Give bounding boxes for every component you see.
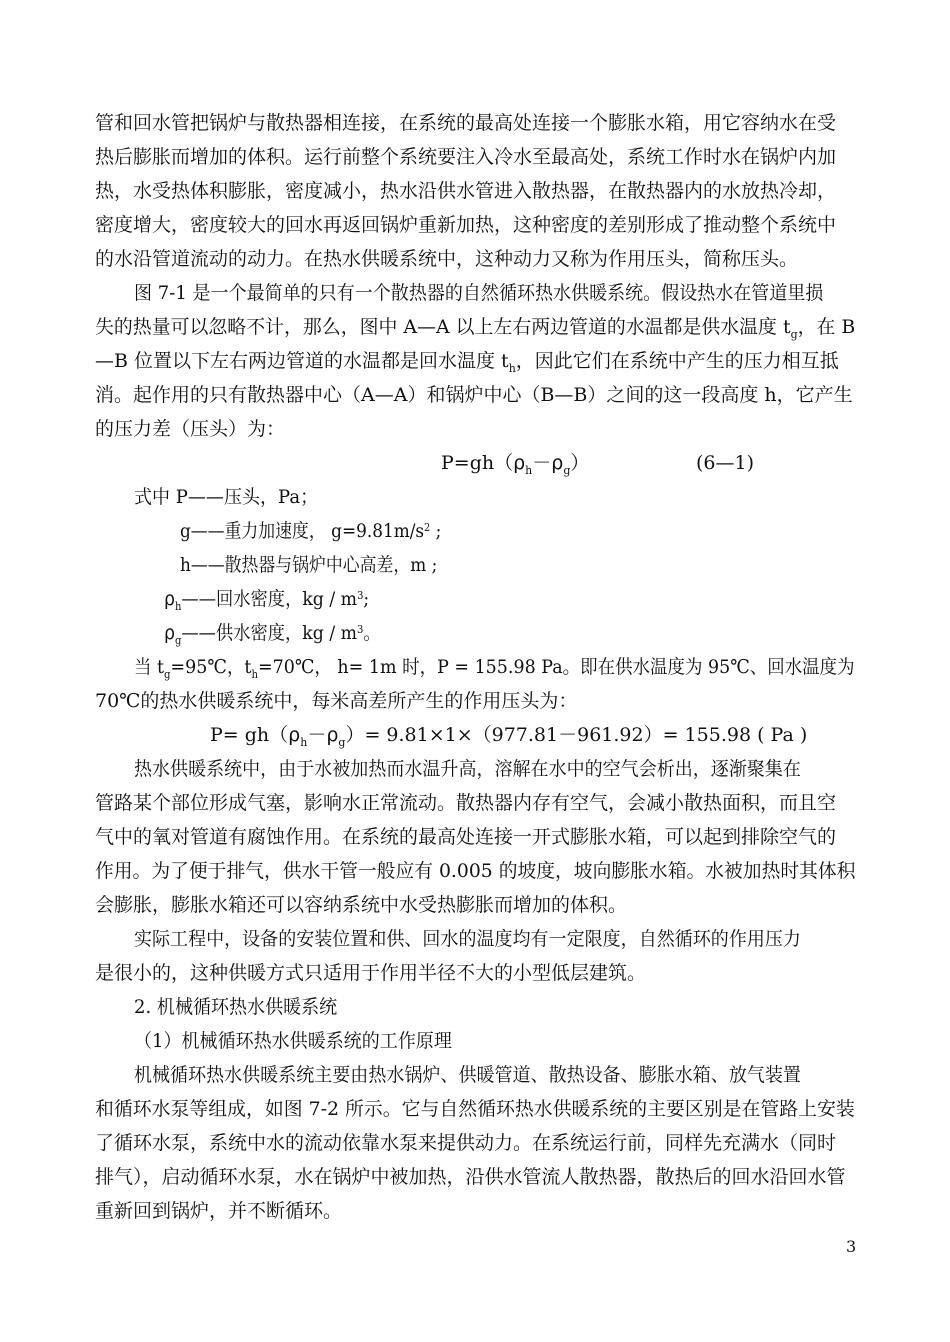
paragraph1-line: 的水沿管道流动的动力。在热水供暖系统中，这种动力又称为作用压头，简称压头。	[95, 248, 799, 270]
subscript: g	[790, 328, 798, 341]
rho-symbol: ρ	[513, 452, 526, 474]
paragraph2-line	[95, 316, 856, 341]
paragraph2-line: 消。起作用的只有散热器中心（A—A）和锅炉中心（B—B）之间的这一段高度 h，它产生	[95, 384, 853, 406]
example-line	[134, 656, 855, 681]
paragraph5-line: 排气），启动循环水泵，水在锅炉中被加热，沿供水管流人散热器，散热后的回水沿回水管	[95, 1166, 846, 1188]
rho-symbol: ρ	[288, 724, 301, 746]
definition-rho-g	[164, 622, 855, 647]
paragraph4-line: 是很小的，这种供暖方式只适用于作用半径不大的小型低层建筑。	[95, 962, 647, 984]
text-run: =95℃，t	[170, 656, 252, 678]
rho-symbol: ρ	[551, 452, 564, 474]
superscript: 2	[424, 521, 431, 534]
paragraph1-line: 热，水受热体积膨胀，密度减小，热水沿供水管进入散热器，在散热器内的水放热冷却，	[95, 180, 837, 202]
subsection-heading: （1）机械循环热水供暖系统的工作原理	[134, 1030, 452, 1052]
eq-minus: －	[307, 724, 327, 746]
text-run: 失的热量可以忽略不计，那么，图中 A—A 以上左右两边管道的水温都是供水温度 t	[95, 316, 791, 338]
text-run: g——重力加速度， g=9.81m/s	[180, 520, 425, 542]
page-number: 3	[846, 1237, 857, 1256]
paragraph5-line: 重新回到锅炉，并不断循环。	[95, 1200, 343, 1222]
subscript: g	[174, 634, 182, 647]
subscript: g	[338, 736, 346, 749]
example-line: 70℃的热水供暖系统中，每米高差所产生的作用压头为：	[95, 690, 578, 712]
text-run: ;	[363, 588, 370, 610]
definition-intro: 式中 P——压头，Pa；	[134, 486, 319, 508]
rho-symbol: ρ	[164, 622, 175, 644]
section-heading: 2. 机械循环热水供暖系统	[134, 996, 338, 1018]
paragraph2-line: 图 7-1 是一个最简单的只有一个散热器的自然循环热水供暖系统。假设热水在管道里损	[134, 282, 824, 304]
paragraph2-line	[95, 350, 855, 375]
equation-example	[210, 724, 830, 749]
paragraph1-line: 热后膨胀而增加的体积。运行前整个系统要注入冷水至最高处，系统工作时水在锅炉内加	[95, 146, 837, 168]
equation-number: (6—1)	[696, 452, 755, 474]
paragraph1-line: 密度增大，密度较大的回水再返回锅炉重新加热，这种密度的差别形成了推动整个系统中	[95, 214, 837, 236]
paragraph4-line: 实际工程中，设备的安装位置和供、回水的温度均有一定限度，自然循环的作用压力	[134, 928, 801, 950]
text-run: ——回水密度，kg / m	[181, 588, 358, 610]
text-run: ;	[430, 520, 442, 542]
rho-symbol: ρ	[326, 724, 339, 746]
subscript: h	[508, 362, 516, 375]
subscript: h	[251, 668, 258, 681]
paragraph3-line: 会膨胀，膨胀水箱还可以容纳系统中水受热膨胀而增加的体积。	[95, 894, 628, 916]
definition-h: h——散热器与锅炉中心高差，m ;	[180, 554, 438, 576]
eq-lhs: P= gh（	[210, 724, 289, 746]
superscript: 3	[357, 589, 364, 602]
superscript: 3	[357, 623, 364, 636]
subscript: g	[164, 668, 171, 681]
paragraph3-line: 热水供暖系统中，由于水被加热而水温升高，溶解在水中的空气会析出，逐渐聚集在	[134, 758, 801, 780]
paragraph3-line: 作用。为了便于排气，供水干管一般应有 0.005 的坡度，坡向膨胀水箱。水被加热时其体积	[95, 860, 856, 882]
text-run: ，在 B	[797, 316, 856, 338]
subscript: h	[525, 464, 533, 477]
eq-rhs: ）= 9.81×1×（977.81－961.92）= 155.98 ( Pa )	[345, 724, 808, 746]
equation-6-1	[441, 452, 701, 477]
paragraph5-line: 机械循环热水供暖系统主要由热水锅炉、供暖管道、散热设备、膨胀水箱、放气装置	[134, 1064, 801, 1086]
subscript: h	[300, 736, 308, 749]
paragraph3-line: 气中的氧对管道有腐蚀作用。在系统的最高处连接一开式膨胀水箱，可以起到排除空气的	[95, 826, 837, 848]
definition-g	[180, 520, 855, 542]
paragraph3-line: 管路某个部位形成气塞，影响水正常流动。散热器内存有空气，会减小散热面积，而且空	[95, 792, 837, 814]
paragraph2-line: 的压力差（压头）为：	[95, 418, 286, 440]
eq-minus: －	[532, 452, 552, 474]
eq-rhs: ）	[570, 452, 590, 474]
subscript: g	[563, 464, 571, 477]
paragraph1-line: 管和回水管把锅炉与散热器相连接，在系统的最高处连接一个膨胀水箱，用它容纳水在受	[95, 112, 837, 134]
text-run: —B 位置以下左右两边管道的水温都是回水温度 t	[95, 350, 509, 372]
definition-rho-h	[164, 588, 855, 613]
text-run: ——供水密度，kg / m	[181, 622, 358, 644]
subscript: h	[174, 600, 182, 613]
paragraph5-line: 和循环水泵等组成，如图 7-2 所示。它与自然循环热水供暖系统的主要区别是在管路上安装	[95, 1098, 855, 1120]
text-run: ，因此它们在系统中产生的压力相互抵	[515, 350, 839, 372]
text-run: 。	[363, 622, 381, 644]
text-run: 当 t	[134, 656, 165, 678]
rho-symbol: ρ	[164, 588, 175, 610]
text-run: =70℃， h= 1m 时，P = 155.98 Pa。即在供水温度为 95℃、回水温度为	[257, 656, 855, 678]
paragraph5-line: 了循环水泵，系统中水的流动依靠水泵来提供动力。在系统运行前，同样先充满水（同时	[95, 1132, 837, 1154]
eq-lhs: P=gh（	[441, 452, 514, 474]
